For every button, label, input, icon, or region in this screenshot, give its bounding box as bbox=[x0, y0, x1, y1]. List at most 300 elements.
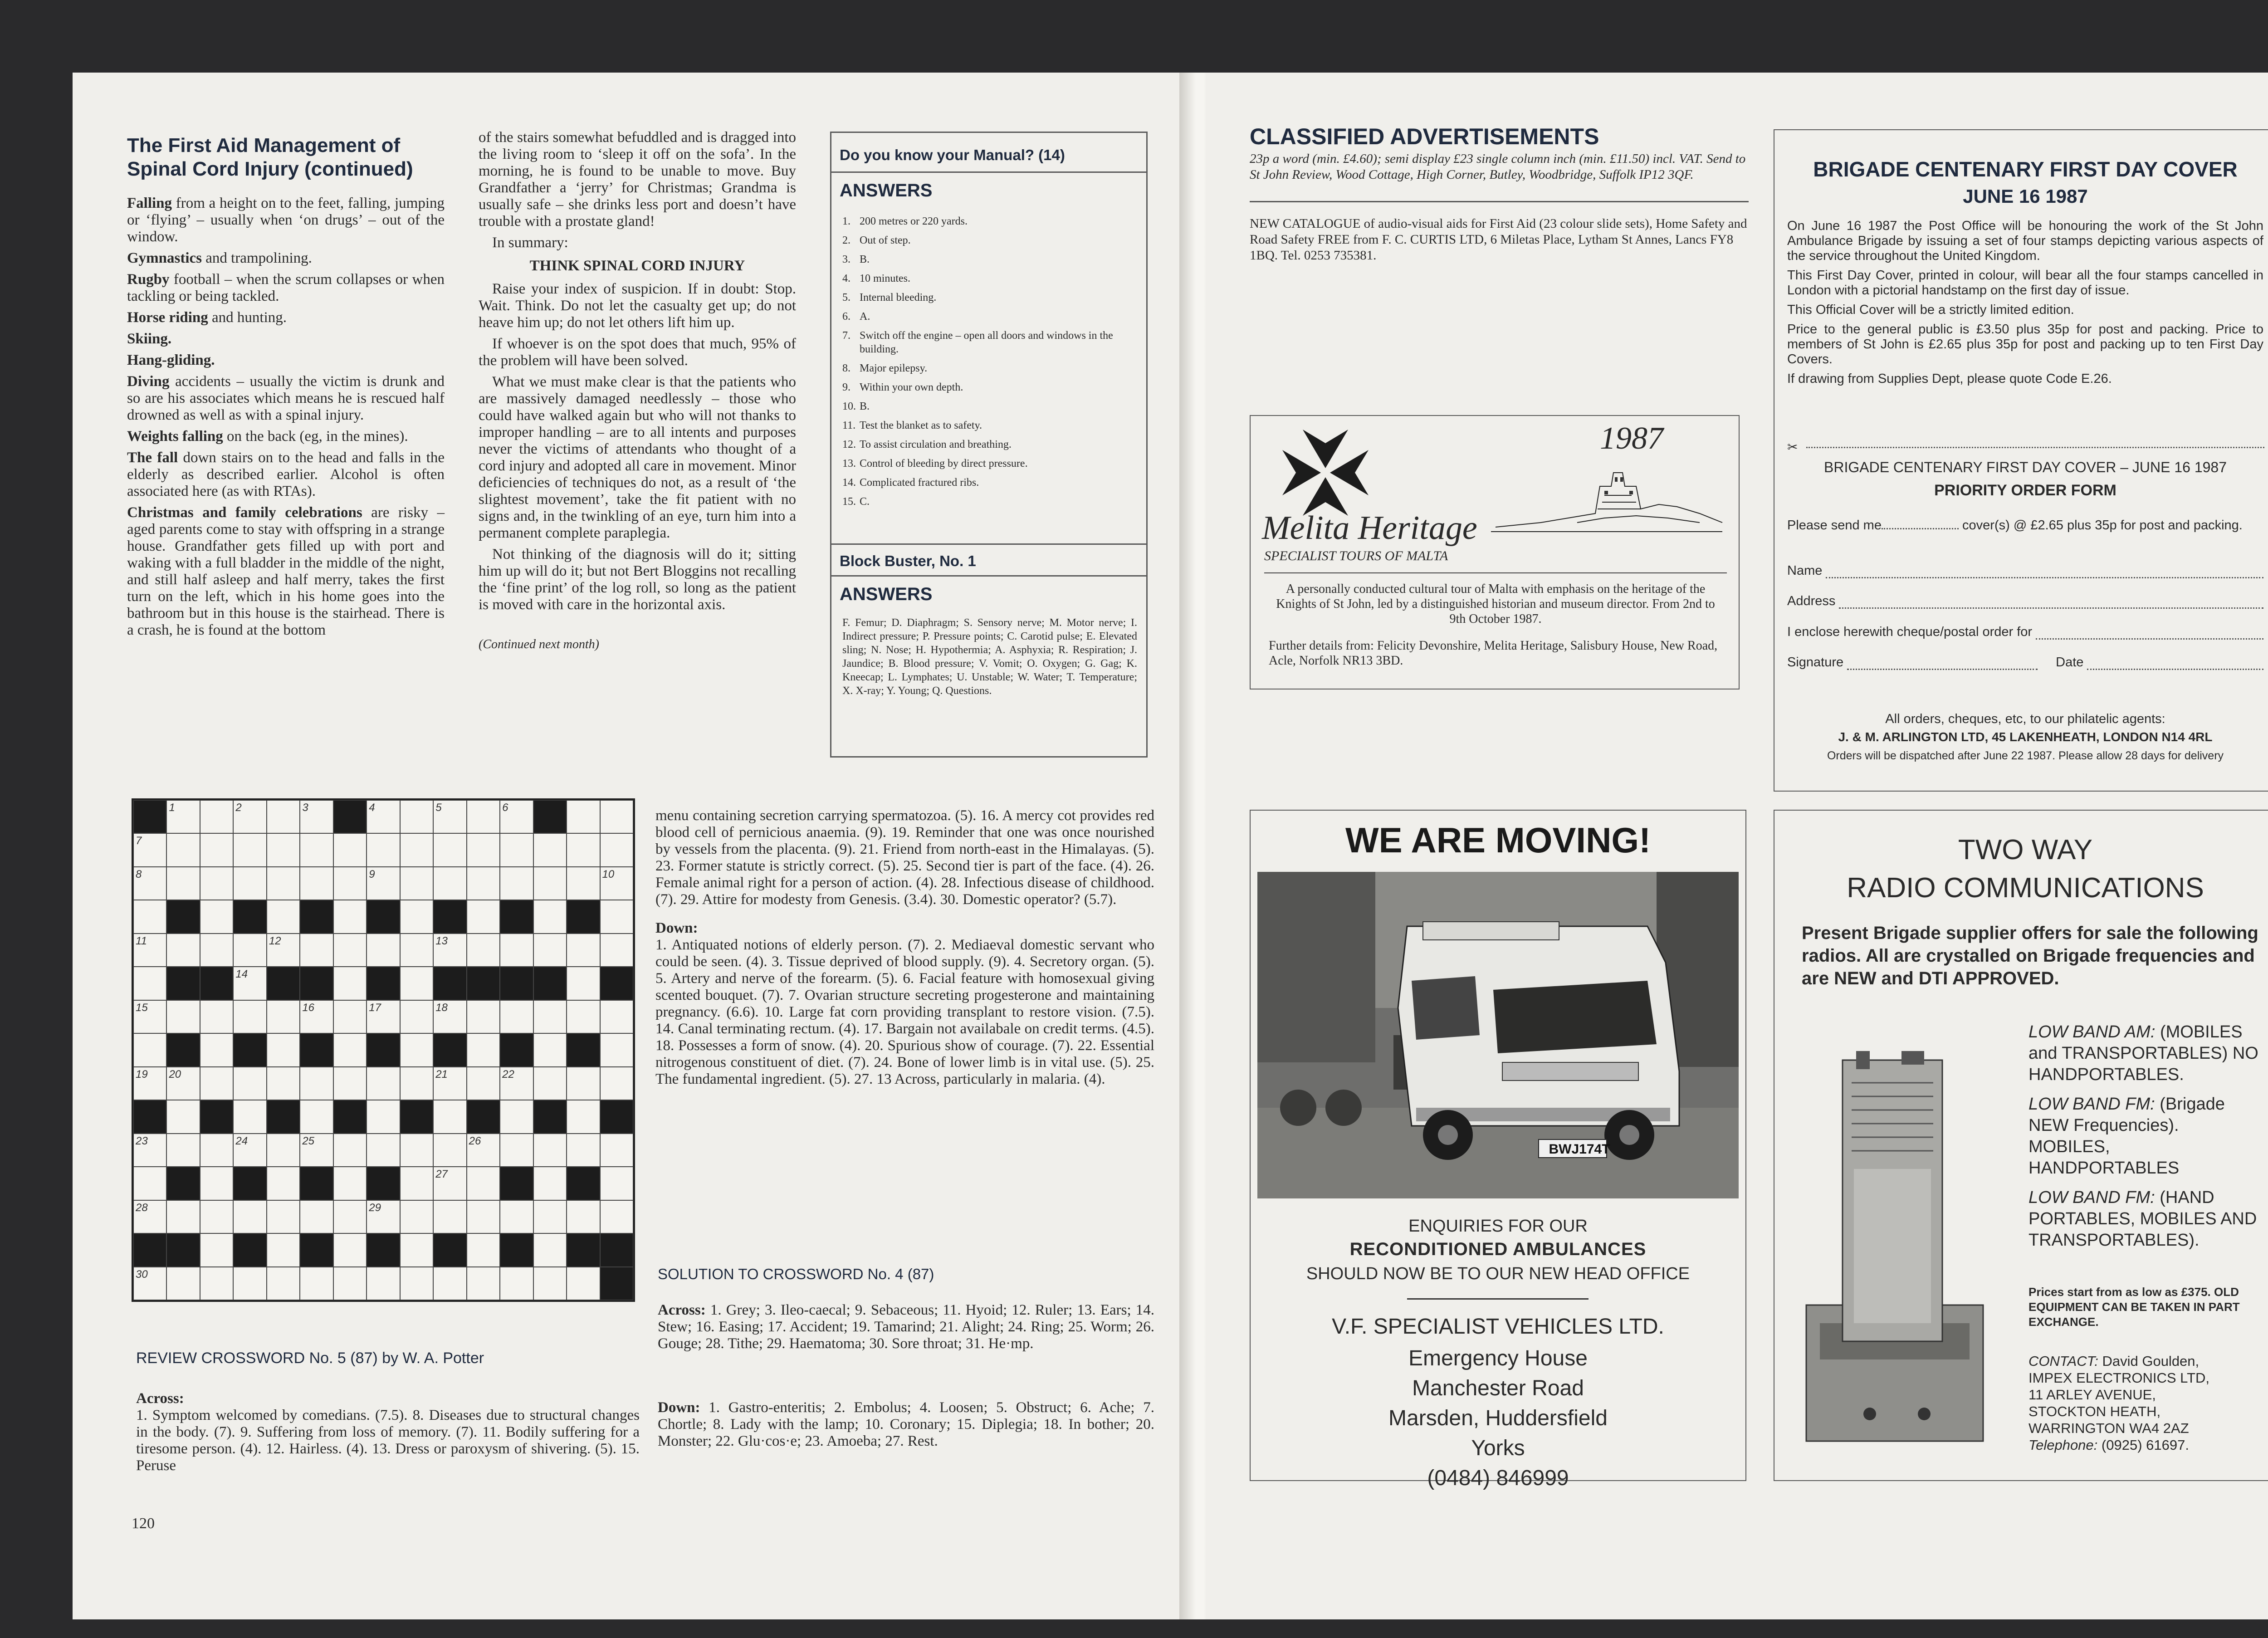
crossword-cell[interactable] bbox=[200, 1033, 233, 1066]
crossword-cell[interactable] bbox=[166, 1267, 200, 1300]
crossword-cell[interactable] bbox=[133, 1167, 166, 1200]
crossword-cell[interactable] bbox=[333, 934, 367, 967]
crossword-cell[interactable] bbox=[500, 867, 533, 900]
crossword-cell[interactable] bbox=[166, 1000, 200, 1033]
clue-number: 25 bbox=[302, 1134, 315, 1147]
crossword-cell[interactable] bbox=[200, 1267, 233, 1300]
clue-number: 9 bbox=[369, 868, 375, 880]
crossword-cell[interactable] bbox=[133, 1033, 166, 1066]
crossword-cell[interactable] bbox=[533, 1233, 567, 1266]
crossword-cell[interactable] bbox=[333, 1067, 367, 1100]
crossword-black-cell bbox=[333, 1100, 367, 1133]
radio-communications-ad bbox=[1774, 810, 2268, 1481]
crossword-cell[interactable] bbox=[333, 1267, 367, 1300]
answer-item: 15. C. bbox=[842, 496, 870, 508]
radio-title-line: RADIO COMMUNICATIONS bbox=[1847, 872, 2204, 904]
cover-title: BRIGADE CENTENARY FIRST DAY COVER bbox=[1813, 157, 2238, 181]
crossword-cell[interactable] bbox=[400, 833, 433, 866]
crossword-cell[interactable] bbox=[267, 1033, 300, 1066]
crossword-cell[interactable] bbox=[200, 833, 233, 866]
form-enclose-row bbox=[1787, 625, 2263, 640]
crossword-black-cell bbox=[433, 1233, 466, 1266]
crossword-cell[interactable] bbox=[567, 867, 600, 900]
crossword-cell[interactable] bbox=[300, 1000, 333, 1033]
crossword-cell[interactable] bbox=[533, 1033, 567, 1066]
crossword-cell[interactable] bbox=[367, 800, 400, 833]
crossword-cell[interactable] bbox=[433, 1267, 466, 1300]
crossword-cell[interactable] bbox=[500, 1134, 533, 1167]
crossword-cell[interactable] bbox=[400, 1167, 433, 1200]
amount-field[interactable] bbox=[2036, 625, 2263, 640]
crossword-cell[interactable] bbox=[200, 800, 233, 833]
crossword-cell[interactable] bbox=[600, 800, 633, 833]
crossword-cell[interactable] bbox=[133, 1067, 166, 1100]
crossword-cell[interactable] bbox=[467, 1033, 500, 1066]
divider bbox=[1407, 1298, 1589, 1300]
item-text: (MOBILES and TRANSPORTABLES) NO HANDPORTABLES. bbox=[2028, 1022, 2258, 1084]
answer-item: 12. To assist circulation and breathing. bbox=[842, 439, 1012, 450]
answer-item: 8. Major epilepsy. bbox=[842, 362, 928, 374]
crossword-cell[interactable] bbox=[433, 1100, 466, 1133]
crossword-black-cell bbox=[200, 967, 233, 1000]
crossword-cell[interactable] bbox=[133, 1000, 166, 1033]
crossword-cell[interactable] bbox=[533, 1134, 567, 1167]
crossword-cell[interactable] bbox=[433, 1134, 466, 1167]
crossword-cell[interactable] bbox=[433, 934, 466, 967]
crossword-cell[interactable] bbox=[467, 1067, 500, 1100]
crossword-cell[interactable] bbox=[533, 1200, 567, 1233]
crossword-cell[interactable] bbox=[433, 1167, 466, 1200]
cut-line bbox=[1806, 447, 2264, 448]
crossword-black-cell bbox=[166, 900, 200, 933]
crossword-cell[interactable] bbox=[333, 900, 367, 933]
crossword-cell[interactable] bbox=[367, 1100, 400, 1133]
crossword-cell[interactable] bbox=[267, 833, 300, 866]
crossword-cell[interactable] bbox=[567, 967, 600, 1000]
crossword-cell[interactable] bbox=[333, 1200, 367, 1233]
crossword-cell[interactable] bbox=[166, 934, 200, 967]
crossword-cell[interactable] bbox=[600, 1134, 633, 1167]
clue-number: 17 bbox=[369, 1001, 381, 1014]
clue-number: 12 bbox=[269, 934, 281, 947]
crossword-cell[interactable] bbox=[166, 867, 200, 900]
crossword-cell[interactable] bbox=[267, 1200, 300, 1233]
crossword-cell[interactable] bbox=[166, 1067, 200, 1100]
crossword-cell[interactable] bbox=[500, 1067, 533, 1100]
crossword-black-cell bbox=[600, 1267, 633, 1300]
crossword-cell[interactable] bbox=[333, 833, 367, 866]
crossword-cell[interactable] bbox=[567, 1067, 600, 1100]
crossword-cell[interactable] bbox=[567, 1000, 600, 1033]
crossword-cell[interactable] bbox=[567, 833, 600, 866]
address-field[interactable] bbox=[1839, 594, 2263, 609]
crossword-cell[interactable] bbox=[600, 1033, 633, 1066]
crossword-cell[interactable] bbox=[433, 1000, 466, 1033]
crossword-cell[interactable] bbox=[200, 1134, 233, 1167]
crossword-cell[interactable] bbox=[400, 1233, 433, 1266]
crossword-cell[interactable] bbox=[467, 934, 500, 967]
crossword-cell[interactable] bbox=[500, 1000, 533, 1033]
crossword-cell[interactable] bbox=[133, 900, 166, 933]
crossword-cell[interactable] bbox=[367, 833, 400, 866]
crossword-cell[interactable] bbox=[333, 1033, 367, 1066]
crossword-cell[interactable] bbox=[367, 934, 400, 967]
we-are-moving-ad bbox=[1250, 810, 1746, 1490]
crossword-cell[interactable] bbox=[233, 934, 266, 967]
form-subtitle: PRIORITY ORDER FORM bbox=[1934, 482, 2116, 499]
crossword-cell[interactable] bbox=[233, 1134, 266, 1167]
article-para: Skiing. bbox=[127, 331, 172, 347]
crossword-cell[interactable] bbox=[300, 1200, 333, 1233]
answer-item: 13. Control of bleeding by direct pressure. bbox=[842, 458, 1028, 469]
crossword-cell[interactable] bbox=[133, 867, 166, 900]
form-text: cover(s) @ £2.65 plus 35p for post and packing. bbox=[1962, 518, 2243, 533]
clue-number: 3 bbox=[302, 802, 308, 814]
name-label: Name bbox=[1787, 563, 1823, 578]
crossword-cell[interactable] bbox=[600, 1167, 633, 1200]
radio-contact bbox=[2028, 1353, 2264, 1453]
enclose-label: I enclose herewith cheque/postal order for bbox=[1787, 625, 2033, 639]
crossword-cell[interactable] bbox=[567, 800, 600, 833]
crossword-cell[interactable] bbox=[400, 934, 433, 967]
article-para: Christmas and family celebrations are risky – aged parents come to stay with offspring in a strange house. Grandfather gets filled up with port and waking with a full bladder in the middle of the night, and still half asleep and half merry, takes the first turn on the left, which in his home goes into the bathroom but in this house is the stairhead. There is a crash, he is found at the bottom bbox=[127, 504, 445, 638]
crossword-cell[interactable] bbox=[200, 1233, 233, 1266]
crossword-cell[interactable] bbox=[267, 1067, 300, 1100]
crossword-black-cell bbox=[433, 967, 466, 1000]
crossword-cell[interactable] bbox=[133, 934, 166, 967]
crossword-cell[interactable] bbox=[200, 900, 233, 933]
crossword-cell[interactable] bbox=[533, 900, 567, 933]
article-para: Gymnastics and trampolining. bbox=[127, 250, 312, 266]
crossword-cell[interactable] bbox=[200, 934, 233, 967]
cover-para: On June 16 1987 the Post Office will be honouring the work of the St John Ambulance Brigade by issuing a set of four stamps depicting various aspects of the service throughout the United Kingdom. bbox=[1787, 219, 2263, 263]
crossword-cell[interactable] bbox=[233, 1067, 266, 1100]
crossword-black-cell bbox=[333, 800, 367, 833]
across-label: Across: bbox=[136, 1390, 184, 1407]
article-para: of the stairs somewhat befuddled and is dragged into the living room to ‘sleep it off on the sofa’. In the morning, he is found to be unable to move. Buy Grandfather a ‘jerry’ for Christmas; Grandma is usually safe – she drinks less port and doesn’t have trouble with a prostate gland! bbox=[479, 129, 796, 230]
crossword-cell[interactable] bbox=[267, 867, 300, 900]
crossword-cell[interactable] bbox=[567, 1267, 600, 1300]
signature-field[interactable] bbox=[1847, 655, 2038, 670]
crossword-black-cell bbox=[166, 967, 200, 1000]
crossword-cell[interactable] bbox=[567, 1200, 600, 1233]
crossword-black-cell bbox=[267, 1100, 300, 1133]
crossword-cell[interactable] bbox=[333, 967, 367, 1000]
crossword-black-cell bbox=[166, 1033, 200, 1066]
form-signature-row bbox=[1787, 655, 2263, 670]
moving-line1: ENQUIRIES FOR OUR bbox=[1408, 1217, 1588, 1236]
crossword-cell[interactable] bbox=[533, 1000, 567, 1033]
crossword-cell[interactable] bbox=[433, 867, 466, 900]
form-text: Please send me bbox=[1787, 518, 1882, 533]
clue-number: 13 bbox=[435, 934, 448, 947]
clue-number: 29 bbox=[369, 1201, 381, 1214]
name-field[interactable] bbox=[1826, 563, 2263, 578]
crossword-cell[interactable] bbox=[533, 867, 567, 900]
crossword-black-cell bbox=[133, 800, 166, 833]
cover-para: This First Day Cover, printed in colour, will bear all the four stamps cancelled in London with a pictorial handstamp on the first day of issue. bbox=[1787, 268, 2263, 298]
crossword-cell[interactable] bbox=[267, 934, 300, 967]
crossword-cell[interactable] bbox=[133, 1200, 166, 1233]
melita-tagline: SPECIALIST TOURS OF MALTA bbox=[1264, 548, 1448, 563]
crossword-cell[interactable] bbox=[133, 967, 166, 1000]
crossword-cell[interactable] bbox=[567, 1100, 600, 1133]
crossword-cell[interactable] bbox=[233, 967, 266, 1000]
crossword-cell[interactable] bbox=[367, 1267, 400, 1300]
clue-number: 1 bbox=[169, 802, 175, 814]
address-line: Yorks bbox=[1471, 1436, 1525, 1460]
melita-name: Melita Heritage bbox=[1262, 509, 1477, 547]
crossword-cell[interactable] bbox=[333, 1167, 367, 1200]
crossword-cell[interactable] bbox=[600, 1200, 633, 1233]
clue-number: 20 bbox=[169, 1068, 181, 1081]
crossword-black-cell bbox=[500, 1167, 533, 1200]
crossword-cell[interactable] bbox=[333, 1134, 367, 1167]
crossword-cell[interactable] bbox=[467, 867, 500, 900]
crossword-cell[interactable] bbox=[600, 867, 633, 900]
date-field[interactable] bbox=[2087, 655, 2263, 670]
crossword-black-cell bbox=[367, 967, 400, 1000]
crossword-black-cell bbox=[166, 1167, 200, 1200]
crossword-cell[interactable] bbox=[233, 833, 266, 866]
crossword-cell[interactable] bbox=[400, 967, 433, 1000]
crossword-cell[interactable] bbox=[467, 1134, 500, 1167]
clue-number: 26 bbox=[469, 1134, 481, 1147]
answer-item: 5. Internal bleeding. bbox=[842, 292, 937, 303]
crossword-cell[interactable] bbox=[200, 1000, 233, 1033]
crossword-cell[interactable] bbox=[400, 1000, 433, 1033]
crossword-black-cell bbox=[500, 967, 533, 1000]
crossword-black-cell bbox=[233, 1233, 266, 1266]
contact-line: STOCKTON HEATH, bbox=[2028, 1403, 2161, 1419]
crossword-cell[interactable] bbox=[500, 833, 533, 866]
crossword-cell[interactable] bbox=[300, 867, 333, 900]
item-label: LOW BAND FM: bbox=[2028, 1188, 2155, 1207]
answer-item: 1. 200 metres or 220 yards. bbox=[842, 215, 968, 227]
article-para: What we must make clear is that the patients who are massively damaged needlessly – those who could have walked again but who will not thanks to improper handling – are to all intents and purposes never the victims of attendants who thought of a cord injury and adopted all care in movement. Minor deficiencies of techniques do not, as a result of ‘the slightest movement’, take the fit patient with no signs and, in the twinkling of an eye, turn him into a permanent complete paraplegia. bbox=[479, 374, 796, 541]
crossword-cell[interactable] bbox=[367, 1200, 400, 1233]
crossword-cell[interactable] bbox=[433, 1200, 466, 1233]
article-title: The First Aid Management of Spinal Cord Injury (continued) bbox=[127, 134, 413, 180]
crossword-cell[interactable] bbox=[467, 1200, 500, 1233]
crossword-cell[interactable] bbox=[267, 1000, 300, 1033]
company-address bbox=[1251, 1344, 1745, 1493]
cover-date: JUNE 16 1987 bbox=[1963, 186, 2088, 207]
telephone-number: (0925) 61697. bbox=[2101, 1437, 2189, 1453]
article-para: Diving accidents – usually the victim is drunk and so are his associates which means he is rescued half drowned as well as with a spinal injury. bbox=[127, 373, 445, 423]
crossword-cell[interactable] bbox=[600, 1067, 633, 1100]
crossword-cell[interactable] bbox=[267, 1167, 300, 1200]
clue-number: 28 bbox=[136, 1201, 148, 1214]
crossword-cell[interactable] bbox=[267, 1134, 300, 1167]
crossword-cell[interactable] bbox=[400, 1033, 433, 1066]
crossword-cell[interactable] bbox=[300, 1067, 333, 1100]
crossword-cell[interactable] bbox=[433, 1067, 466, 1100]
crossword-cell[interactable] bbox=[367, 1067, 400, 1100]
crossword-cell[interactable] bbox=[433, 833, 466, 866]
crossword-cell[interactable] bbox=[500, 934, 533, 967]
phone-number: (0484) 846999 bbox=[1427, 1466, 1569, 1490]
clue-number: 18 bbox=[435, 1001, 448, 1014]
block-buster-title: Block Buster, No. 1 bbox=[840, 553, 976, 569]
crossword-cell[interactable] bbox=[533, 1167, 567, 1200]
crossword-cell[interactable] bbox=[467, 1267, 500, 1300]
crossword-cell[interactable] bbox=[233, 1267, 266, 1300]
crossword-black-cell bbox=[133, 1233, 166, 1266]
crossword-cell[interactable] bbox=[300, 1267, 333, 1300]
crossword-cell[interactable] bbox=[233, 800, 266, 833]
crossword-cell[interactable] bbox=[400, 867, 433, 900]
clue-number: 2 bbox=[235, 802, 242, 814]
manual-answers-list bbox=[842, 215, 1137, 514]
moving-title: WE ARE MOVING! bbox=[1345, 820, 1651, 860]
crossword-cell[interactable] bbox=[467, 1000, 500, 1033]
crossword-cell[interactable] bbox=[467, 800, 500, 833]
crossword-cell[interactable] bbox=[367, 1134, 400, 1167]
cover-para: Price to the general public is £3.50 plus 35p for post and packing. Price to members of St John is £2.65 plus 35p for post and packing up to ten First Day Covers. bbox=[1787, 322, 2263, 367]
answer-item: 11. Test the blanket as to safety. bbox=[842, 420, 982, 431]
crossword-black-cell bbox=[533, 967, 567, 1000]
crossword-cell[interactable] bbox=[300, 833, 333, 866]
crossword-cell[interactable] bbox=[500, 800, 533, 833]
address-label: Address bbox=[1787, 594, 1836, 608]
crossword-cell[interactable] bbox=[300, 934, 333, 967]
crossword-cell[interactable] bbox=[333, 1000, 367, 1033]
crossword-black-cell bbox=[600, 1233, 633, 1266]
crossword-black-cell bbox=[166, 1233, 200, 1266]
crossword-black-cell bbox=[600, 1100, 633, 1133]
crossword-black-cell bbox=[533, 1100, 567, 1133]
article-para: Hang-gliding. bbox=[127, 352, 215, 368]
crossword-cell[interactable] bbox=[300, 800, 333, 833]
crossword-cell[interactable] bbox=[567, 1134, 600, 1167]
crossword-cell[interactable] bbox=[233, 1100, 266, 1133]
crossword-cell[interactable] bbox=[200, 1067, 233, 1100]
crossword-black-cell bbox=[500, 1233, 533, 1266]
clue-number: 4 bbox=[369, 802, 375, 814]
fortress-illustration bbox=[1486, 459, 1731, 536]
crossword-cell[interactable] bbox=[233, 867, 266, 900]
manual-answers-box bbox=[830, 132, 1148, 758]
crossword-cell[interactable] bbox=[333, 1233, 367, 1266]
crossword-cell[interactable] bbox=[533, 833, 567, 866]
contact-label: CONTACT: bbox=[2028, 1353, 2098, 1369]
crossword-cell[interactable] bbox=[400, 1200, 433, 1233]
item-text: (HAND PORTABLES, MOBILES AND TRANSPORTABLES). bbox=[2028, 1188, 2257, 1250]
radio-intro: Present Brigade supplier offers for sale the following radios. All are crystalled on Brigade frequencies and are NEW and DTI APPROVED. bbox=[1802, 923, 2258, 988]
crossword-cell[interactable] bbox=[233, 1000, 266, 1033]
solution-across-text: 1. Grey; 3. Ileo-caecal; 9. Sebaceous; 11. Hyoid; 12. Ruler; 13. Ears; 14. Stew; 16. Easing; 17. Accident; 19. Tamarind; 21. Alight; 24. Ring; 25. Worm; 26. Gouge; 28. Tithe; 29. Haematoma; 30. Sore throat; 31. He·mp. bbox=[658, 1302, 1155, 1352]
crossword-cell[interactable] bbox=[600, 833, 633, 866]
crossword-cell[interactable] bbox=[333, 867, 367, 900]
crossword-cell[interactable] bbox=[533, 934, 567, 967]
clue-number: 23 bbox=[136, 1134, 148, 1147]
clue-number: 14 bbox=[235, 968, 248, 981]
crossword-cell[interactable] bbox=[467, 900, 500, 933]
crossword-cell[interactable] bbox=[500, 1100, 533, 1133]
article-para: Not thinking of the diagnosis will do it; sitting him up will do it; but not Bert Bloggins not recalling the ‘fine print’ of the log roll, so long as the patient is moved with care in the horizontal axis. bbox=[479, 546, 796, 613]
crossword-cell[interactable] bbox=[467, 1233, 500, 1266]
crossword-cell[interactable] bbox=[300, 1134, 333, 1167]
clue-number: 16 bbox=[302, 1001, 315, 1014]
crossword-cell[interactable] bbox=[467, 833, 500, 866]
crossword-cell[interactable] bbox=[467, 1167, 500, 1200]
crossword-cell[interactable] bbox=[400, 1267, 433, 1300]
crossword-cell[interactable] bbox=[500, 1267, 533, 1300]
crossword-cell[interactable] bbox=[400, 1134, 433, 1167]
clue-number: 21 bbox=[435, 1068, 448, 1081]
divider bbox=[1250, 201, 1749, 202]
form-title: BRIGADE CENTENARY FIRST DAY COVER – JUNE 16 1987 bbox=[1824, 459, 2227, 475]
article-col1 bbox=[127, 195, 445, 643]
answer-item: 14. Complicated fractured ribs. bbox=[842, 477, 979, 489]
radio-title bbox=[1774, 831, 2268, 907]
crossword-cell[interactable] bbox=[567, 934, 600, 967]
agents-line: All orders, cheques, etc, to our philatelic agents: bbox=[1885, 712, 2165, 726]
company-name: V.F. SPECIALIST VEHICLES LTD. bbox=[1332, 1315, 1664, 1339]
crossword-cell[interactable] bbox=[166, 833, 200, 866]
crossword-cell[interactable] bbox=[533, 1267, 567, 1300]
crossword-cell[interactable] bbox=[400, 1067, 433, 1100]
block-buster-answers-label: ANSWERS bbox=[840, 584, 933, 604]
across-clues-cont: menu containing secretion carrying spermatozoa. (5). 16. A mercy cot provides red blood cell of pernicious anaemia. (9). 19. Reminder that one was once nourished by vessels from the placenta. (9). 21. Friend from north-east in the Himalayas. (5). 23. Former statute is strictly correct. (5). 25. Second tier is part of the face. (4). 26. Female animal right for a person of action. (4). 28. Infectious disease of childhood. (7). 29. Attire for modesty from Genesis. (3.4). 30. Domestic operator? (5.7). bbox=[655, 807, 1154, 908]
crossword-cell[interactable] bbox=[400, 800, 433, 833]
article-para: In summary: bbox=[492, 235, 568, 251]
crossword-cell[interactable] bbox=[267, 1267, 300, 1300]
crossword-cell[interactable] bbox=[200, 1167, 233, 1200]
crossword-cell[interactable] bbox=[267, 900, 300, 933]
crossword-cell[interactable] bbox=[133, 833, 166, 866]
crossword-cell[interactable] bbox=[600, 900, 633, 933]
ambulance-photo bbox=[1257, 872, 1739, 1198]
manual-answers-label: ANSWERS bbox=[840, 181, 933, 200]
crossword-cell[interactable] bbox=[200, 1200, 233, 1233]
crossword-cell[interactable] bbox=[600, 1000, 633, 1033]
clue-number: 22 bbox=[502, 1068, 514, 1081]
crossword-cell[interactable] bbox=[133, 1134, 166, 1167]
cover-para: This Official Cover will be a strictly limited edition. bbox=[1787, 303, 2074, 317]
crossword-cell[interactable] bbox=[166, 1134, 200, 1167]
crossword-cell[interactable] bbox=[166, 1200, 200, 1233]
crossword-cell[interactable] bbox=[233, 1200, 266, 1233]
crossword-black-cell bbox=[567, 1167, 600, 1200]
crossword-cell[interactable] bbox=[367, 1000, 400, 1033]
crossword-cell[interactable] bbox=[267, 800, 300, 833]
crossword-cell[interactable] bbox=[367, 867, 400, 900]
crossword-black-cell bbox=[433, 1033, 466, 1066]
crossword-cell[interactable] bbox=[133, 1267, 166, 1300]
quantity-field[interactable] bbox=[1882, 528, 1959, 529]
crossword-cell[interactable] bbox=[166, 1100, 200, 1133]
crossword-black-cell bbox=[467, 1100, 500, 1133]
crossword-black-cell bbox=[500, 900, 533, 933]
crossword-cell[interactable] bbox=[166, 800, 200, 833]
crossword-cell[interactable] bbox=[300, 1100, 333, 1133]
solution-across bbox=[658, 1302, 1154, 1357]
crossword-cell[interactable] bbox=[200, 867, 233, 900]
crossword-cell[interactable] bbox=[533, 1067, 567, 1100]
crossword-cell[interactable] bbox=[600, 934, 633, 967]
crossword-cell[interactable] bbox=[433, 800, 466, 833]
crossword-cell[interactable] bbox=[500, 1200, 533, 1233]
crossword-cell[interactable] bbox=[267, 1233, 300, 1266]
moving-line3: SHOULD NOW BE TO OUR NEW HEAD OFFICE bbox=[1306, 1264, 1690, 1283]
crossword-black-cell bbox=[400, 1100, 433, 1133]
crossword-cell[interactable] bbox=[400, 900, 433, 933]
item-label: LOW BAND AM: bbox=[2028, 1022, 2156, 1041]
contact-line: IMPEX ELECTRONICS LTD, bbox=[2028, 1370, 2210, 1386]
dispatch-note: Orders will be dispatched after June 22 1987. Please allow 28 days for delivery bbox=[1827, 749, 2224, 762]
